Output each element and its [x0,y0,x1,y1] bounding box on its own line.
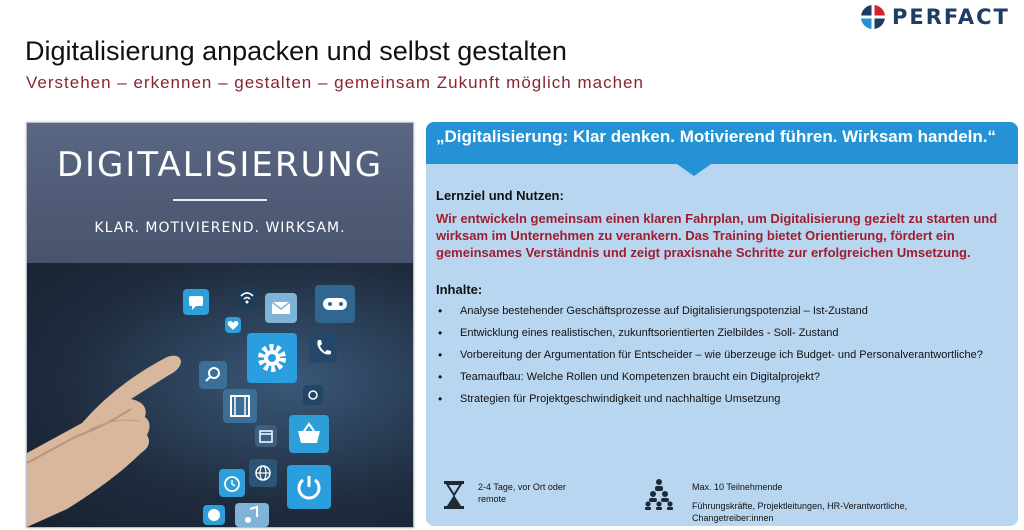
goal-text: Wir entwickeln gemeinsam einen klaren Fahrplan, um Digitalisierung gezielt zu starten und wirksam im Unternehmen zu verankern. Das Training bietet Orientierung, fördert ein gemeinsames Verständnis und zeigt praxisnahe Schritte zur erfolgreichen Umsetzung. [436,211,998,260]
hourglass-icon [442,480,466,510]
image-heading: DIGITALISIERUNG [56,145,384,185]
list-item: • Analyse bestehender Geschäftsprozesse auf Digitalisierungspotenzial – Ist-Zustand [436,304,996,318]
content-list [436,304,996,414]
mail-icon [265,293,297,323]
heart-icon [225,317,241,333]
chat-icon [183,289,209,315]
list-item: • Strategien für Projektgeschwindigkeit und nachhaltige Umsetzung [436,392,996,406]
list-item: • Teamaufbau: Welche Rollen und Kompetenzen braucht ein Digitalprojekt? [436,370,996,384]
power-icon [287,465,331,509]
perfact-logo [860,4,1010,30]
target-audience: Führungskräfte, Projektleitungen, HR-Verantwortliche, Changetreiber:innen [692,501,908,523]
calendar-icon [255,425,277,447]
page-subtitle: Verstehen – erkennen – gestalten – gemeinsam Zukunft möglich machen [26,73,644,92]
list-item: • Vorbereitung der Argumentation für Entscheider – wie überzeuge ich Budget- und Personalverantwortliche? [436,348,996,362]
logo-text: PERFACT [892,5,1010,29]
pointing-hand [27,313,207,527]
page-title: Digitalisierung anpacken und selbst gestalten [25,36,567,66]
image-header-area [27,123,413,263]
image-divider [173,199,267,201]
film-icon [223,389,257,423]
participant-count: Max. 10 Teilnehmende [692,482,783,492]
content-heading: Inhalte: [436,282,483,297]
gamepad-icon [315,285,355,323]
phone-icon [309,333,337,363]
duration-text: 2-4 Tage, vor Ort oder remote [478,482,566,504]
basket-icon [289,415,329,453]
list-item: • Entwicklung eines realistischen, zukunftsorientierten Zielbildes - Soll- Zustand [436,326,996,340]
wifi-icon [237,287,257,307]
clock-icon [219,469,245,497]
perfact-logo-icon [860,4,886,30]
globe-icon [249,459,277,487]
digitalization-image [26,122,414,528]
gear-icon [247,333,297,383]
music-icon [235,503,269,527]
quote-banner-notch [674,162,714,176]
image-tagline: KLAR. MOTIVIEREND. WIRKSAM. [94,220,346,236]
course-info-panel [426,122,1018,526]
people-pyramid-icon [644,478,674,510]
course-quote: „Digitalisierung: Klar denken. Motivierend führen. Wirksam handeln.“ [436,127,996,146]
sun-icon [303,385,323,405]
goal-heading: Lernziel und Nutzen: [436,188,564,203]
